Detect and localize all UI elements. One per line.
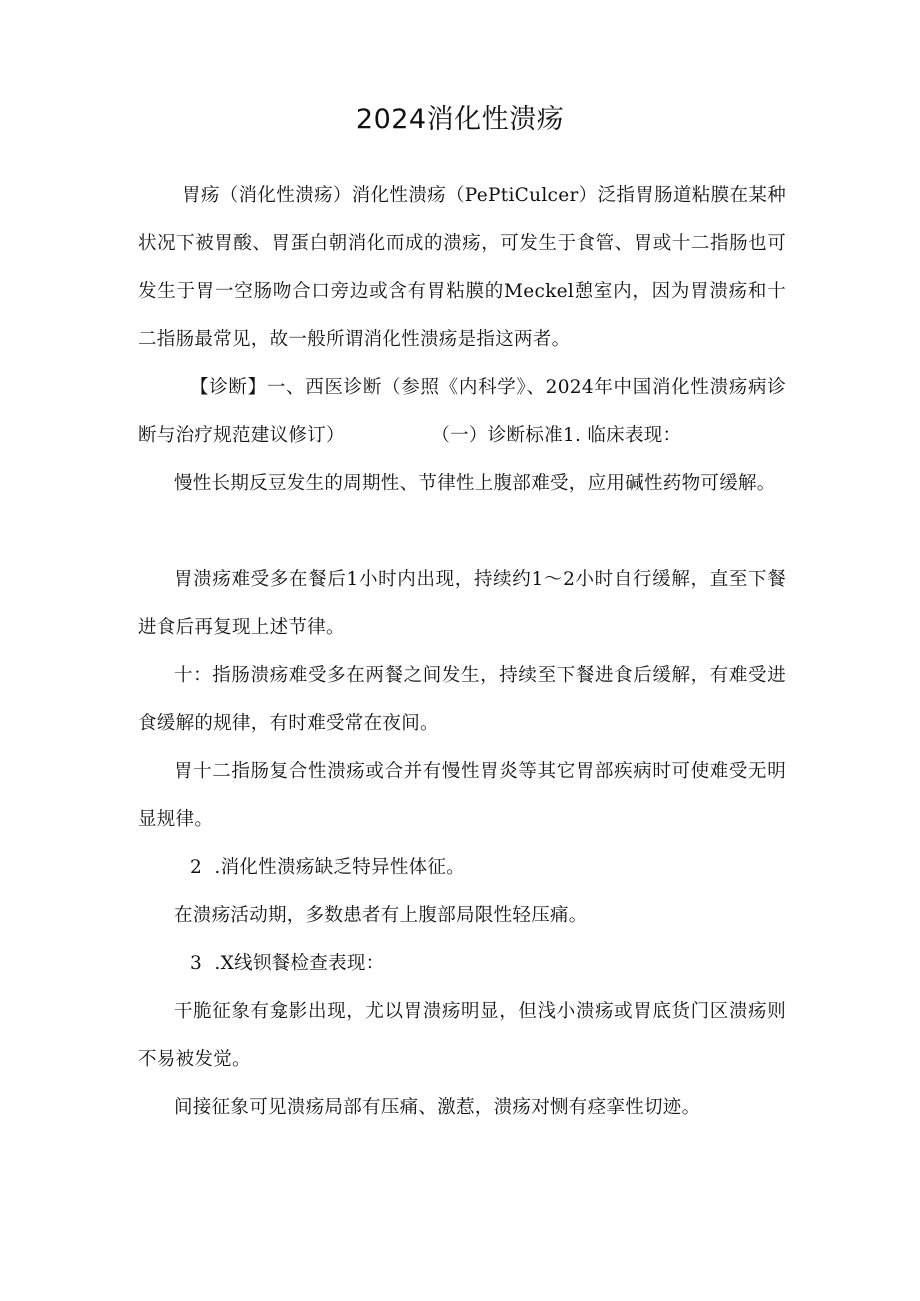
paragraph-signs-heading: 2 .消化性溃疡缺乏特异性体征。 (190, 857, 466, 878)
paragraph-xray-heading: 3 .X线钡餐检查表现： (190, 953, 385, 974)
paragraph-diagnosis-heading: 【诊断】一、西医诊断（参照《内科学》、2024年中国消化性溃疡病诊断与治疗规范建议修订） （一）诊断标准1. 临床表现： (138, 377, 786, 446)
paragraph-clinical-chronic-pain: 慢性长期反豆发生的周期性、节律性上腹部难受，应用碱性药物可缓解。 (174, 473, 776, 494)
paragraph-direct-sign: 干脆征象有龛影出现，尤以胃溃疡明显，但浅小溃疡或胃底货门区溃疡则不易被发觉。 (138, 1001, 786, 1070)
paragraph-compound-ulcer: 胃十二指肠复合性溃疡或合并有慢性胃炎等其它胃部疾病时可使难受无明显规律。 (138, 761, 786, 830)
paragraph-tenderness: 在溃疡活动期，多数患者有上腹部局限性轻压痛。 (174, 905, 588, 926)
document-title: 2024消化性溃疡 (355, 104, 565, 135)
paragraph-indirect-sign: 间接征象可见溃疡局部有压痛、激惹，溃疡对恻有痉挛性切迹。 (174, 1097, 701, 1118)
paragraph-definition: 胃疡（消化性溃疡）消化性溃疡（PePtiCulcer）泛指胃肠道粘膜在某种状况下被胃酸、胃蛋白朝消化而成的溃疡，可发生于食管、胃或十二指肠也可发生于胃一空肠吻合口旁边或含有胃粘膜的Meckel憩室内，因为胃溃疡和十二指肠最常见，故一般所谓消化性溃疡是指这两者。 (138, 185, 786, 350)
paragraph-gastric-ulcer-pain: 胃溃疡难受多在餐后1小时内出现，持续约1～2小时自行缓解，直至下餐进食后再复现上述节律。 (138, 569, 786, 638)
paragraph-duodenal-ulcer-pain: 十：指肠溃疡难受多在两餐之间发生，持续至下餐进食后缓解，有难受进食缓解的规律，有时难受常在夜间。 (138, 665, 786, 734)
